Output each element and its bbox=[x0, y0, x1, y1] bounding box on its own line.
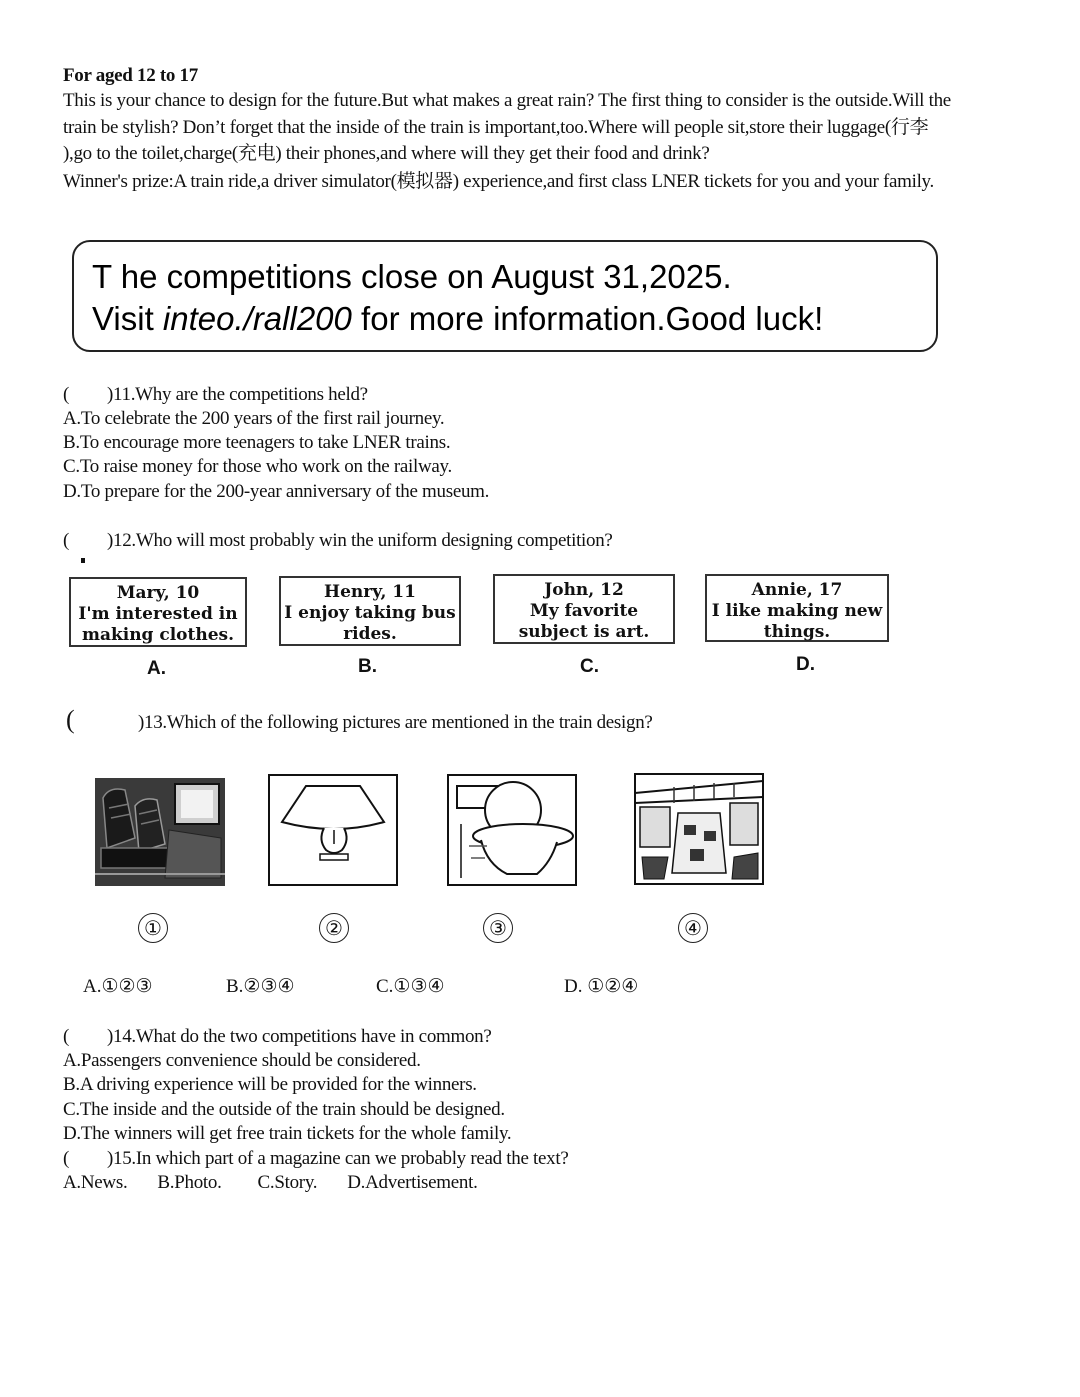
candidate-card-mary bbox=[69, 577, 247, 647]
card-name: Mary, 10 bbox=[116, 583, 200, 603]
deadline-notice-box bbox=[72, 240, 938, 352]
question-13-text: )13.Which of the following pictures are mentioned in the train design? bbox=[138, 712, 653, 733]
card-text: subject is art. bbox=[518, 622, 650, 642]
q13-option-b: B.②③④ bbox=[226, 976, 295, 997]
q11-option-a: A.To celebrate the 200 years of the first rail journey. bbox=[63, 408, 445, 429]
card-text: I enjoy taking bus bbox=[284, 603, 456, 623]
q14-option-b: B.A driving experience will be provided for the winners. bbox=[63, 1074, 477, 1095]
q13-option-c: C.①③④ bbox=[376, 976, 445, 997]
card-letter-b[interactable]: B. bbox=[358, 656, 377, 677]
q15-option-b: B.Photo. bbox=[157, 1172, 222, 1193]
card-name: John, 12 bbox=[544, 580, 624, 600]
q15-option-d: D.Advertisement. bbox=[347, 1172, 478, 1193]
notice-url: inteo./rall200 bbox=[162, 300, 352, 337]
card-letter-a[interactable]: A. bbox=[147, 658, 166, 679]
question-14-text: )14.What do the two competitions have in common? bbox=[107, 1026, 492, 1047]
card-letter-d[interactable]: D. bbox=[796, 654, 815, 675]
intro-paragraph-line-4: Winner's prize:A train ride,a driver simulator(模拟器) experience,and first class LNER tickets for you and your family. bbox=[63, 171, 934, 192]
answer-blank[interactable]: ( bbox=[63, 530, 70, 551]
question-14-stem bbox=[63, 1025, 492, 1049]
card-text: things. bbox=[763, 622, 831, 642]
q11-option-d: D.To prepare for the 200-year anniversary of the museum. bbox=[63, 481, 490, 502]
notice-visit-text: Visit bbox=[92, 300, 163, 337]
q13-option-d: D. ①②④ bbox=[564, 976, 639, 997]
picture-number-3: ③ bbox=[483, 913, 513, 943]
lamp-icon bbox=[268, 774, 398, 886]
q15-option-c: C.Story. bbox=[257, 1172, 318, 1193]
intro-paragraph-line-3: ),go to the toilet,charge(充电) their phones,and where will they get their food and drink? bbox=[63, 143, 710, 164]
card-text: rides. bbox=[343, 624, 397, 644]
card-text: I like making new bbox=[711, 601, 883, 621]
candidate-card-annie bbox=[705, 574, 889, 642]
answer-blank[interactable]: ( bbox=[66, 705, 75, 734]
q14-option-d: D.The winners will get free train tickets for the whole family. bbox=[63, 1123, 512, 1144]
question-15-stem bbox=[63, 1147, 568, 1171]
q15-option-a: A.News. bbox=[63, 1172, 128, 1193]
notice-line-2 bbox=[92, 298, 936, 340]
intro-paragraph-line-2: train be stylish? Don’t forget that the inside of the train is important,too.Where will people sit,store their luggage(行李 bbox=[63, 117, 929, 138]
picture-number-1: ① bbox=[138, 913, 168, 943]
card-text: I'm interested in bbox=[78, 604, 238, 624]
card-text: making clothes. bbox=[81, 625, 235, 645]
train-seats-icon bbox=[95, 778, 225, 886]
card-name: Annie, 17 bbox=[751, 580, 843, 600]
card-name: Henry, 11 bbox=[324, 582, 416, 602]
question-11-text: )11.Why are the competitions held? bbox=[107, 384, 368, 405]
candidate-card-john bbox=[493, 574, 675, 644]
picture-number-4: ④ bbox=[678, 913, 708, 943]
intro-heading: For aged 12 to 17 bbox=[63, 65, 198, 86]
q14-option-a: A.Passengers convenience should be considered. bbox=[63, 1050, 421, 1071]
q11-option-c: C.To raise money for those who work on the railway. bbox=[63, 456, 452, 477]
question-12-text: )12.Who will most probably win the uniform designing competition? bbox=[107, 530, 613, 551]
question-13-stem bbox=[66, 705, 653, 735]
toilet-icon bbox=[447, 774, 577, 886]
scan-speck bbox=[81, 558, 85, 563]
q13-option-a: A.①②③ bbox=[83, 976, 153, 997]
answer-blank[interactable]: ( bbox=[63, 1148, 70, 1169]
answer-blank[interactable]: ( bbox=[63, 384, 70, 405]
q14-option-c: C.The inside and the outside of the train should be designed. bbox=[63, 1099, 505, 1120]
q15-options-row bbox=[63, 1171, 478, 1195]
notice-line-1: T he competitions close on August 31,2025. bbox=[92, 258, 732, 295]
candidate-card-henry bbox=[279, 576, 461, 646]
card-letter-c[interactable]: C. bbox=[580, 656, 599, 677]
question-15-text: )15.In which part of a magazine can we probably read the text? bbox=[107, 1148, 569, 1169]
notice-info-text: for more information.Good luck! bbox=[351, 300, 824, 337]
q11-option-b: B.To encourage more teenagers to take LNER trains. bbox=[63, 432, 451, 453]
question-12-stem bbox=[63, 529, 613, 553]
question-11-stem bbox=[63, 383, 368, 407]
answer-blank[interactable]: ( bbox=[63, 1026, 70, 1047]
card-text: My favorite bbox=[529, 601, 639, 621]
picture-number-2: ② bbox=[319, 913, 349, 943]
intro-paragraph-line-1: This is your chance to design for the future.But what makes a great rain? The first thing to consider is the outside.Will the bbox=[63, 90, 951, 111]
dining-car-icon bbox=[634, 773, 764, 885]
